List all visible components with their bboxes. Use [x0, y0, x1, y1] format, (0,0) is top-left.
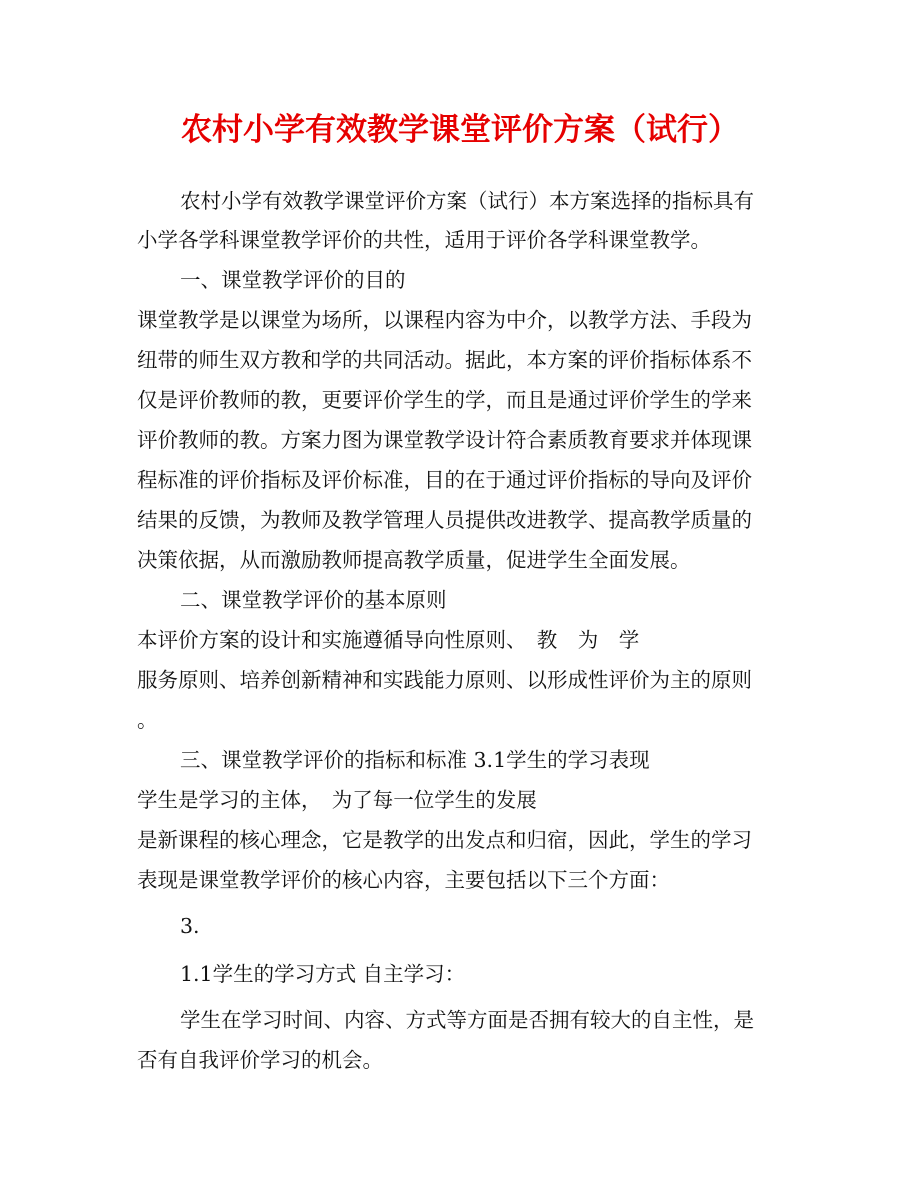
document-title: 农村小学有效教学课堂评价方案（试行）	[181, 112, 739, 148]
paragraph-line: 本评价方案的设计和实施遵循导向性原则、 教 为 学	[137, 628, 640, 652]
section-heading: 二、课堂教学评价的基本原则	[180, 588, 447, 612]
paragraph-line: 课堂教学是以课堂为场所，以课程内容为中介，以教学方法、手段为	[137, 308, 752, 332]
paragraph-line: 评价教师的教。方案力图为课堂教学设计符合素质教育要求并体现课	[137, 428, 752, 452]
paragraph-line: 程标准的评价指标及评价标准，目的在于通过评价指标的导向及评价	[137, 468, 752, 492]
section-heading: 三、课堂教学评价的指标和标准 3.1学生的学习表现	[180, 748, 650, 772]
paragraph-line: 决策依据，从而激励教师提高教学质量，促进学生全面发展。	[137, 548, 691, 572]
section-number: 3.	[180, 914, 200, 938]
paragraph-line: 仅是评价教师的教，更要评价学生的学，而且是通过评价学生的学来	[137, 388, 752, 412]
paragraph-line: 结果的反馈，为教师及教学管理人员提供改进教学、提高教学质量的	[137, 508, 752, 532]
paragraph-line: 小学各学科课堂教学评价的共性，适用于评价各学科课堂教学。	[137, 228, 711, 252]
paragraph-line: 否有自我评价学习的机会。	[137, 1048, 383, 1072]
section-heading: 一、课堂教学评价的目的	[180, 268, 406, 292]
paragraph-line: 农村小学有效教学课堂评价方案（试行）本方案选择的指标具有	[180, 189, 754, 213]
subsection-heading: 1.1学生的学习方式 自主学习：	[180, 962, 466, 986]
paragraph-line: 服务原则、培养创新精神和实践能力原则、以形成性评价为主的原则	[137, 668, 752, 692]
paragraph-line: 表现是课堂教学评价的核心内容，主要包括以下三个方面：	[137, 868, 670, 892]
paragraph-line: 学生是学习的主体， 为了每一位学生的发展	[137, 788, 537, 812]
paragraph-line: 纽带的师生双方教和学的共同活动。据此，本方案的评价指标体系不	[137, 348, 752, 372]
paragraph-line: 。	[137, 708, 158, 732]
paragraph-line: 是新课程的核心理念，它是教学的出发点和归宿，因此，学生的学习	[137, 828, 752, 852]
paragraph-line: 学生在学习时间、内容、方式等方面是否拥有较大的自主性，是	[180, 1008, 754, 1032]
